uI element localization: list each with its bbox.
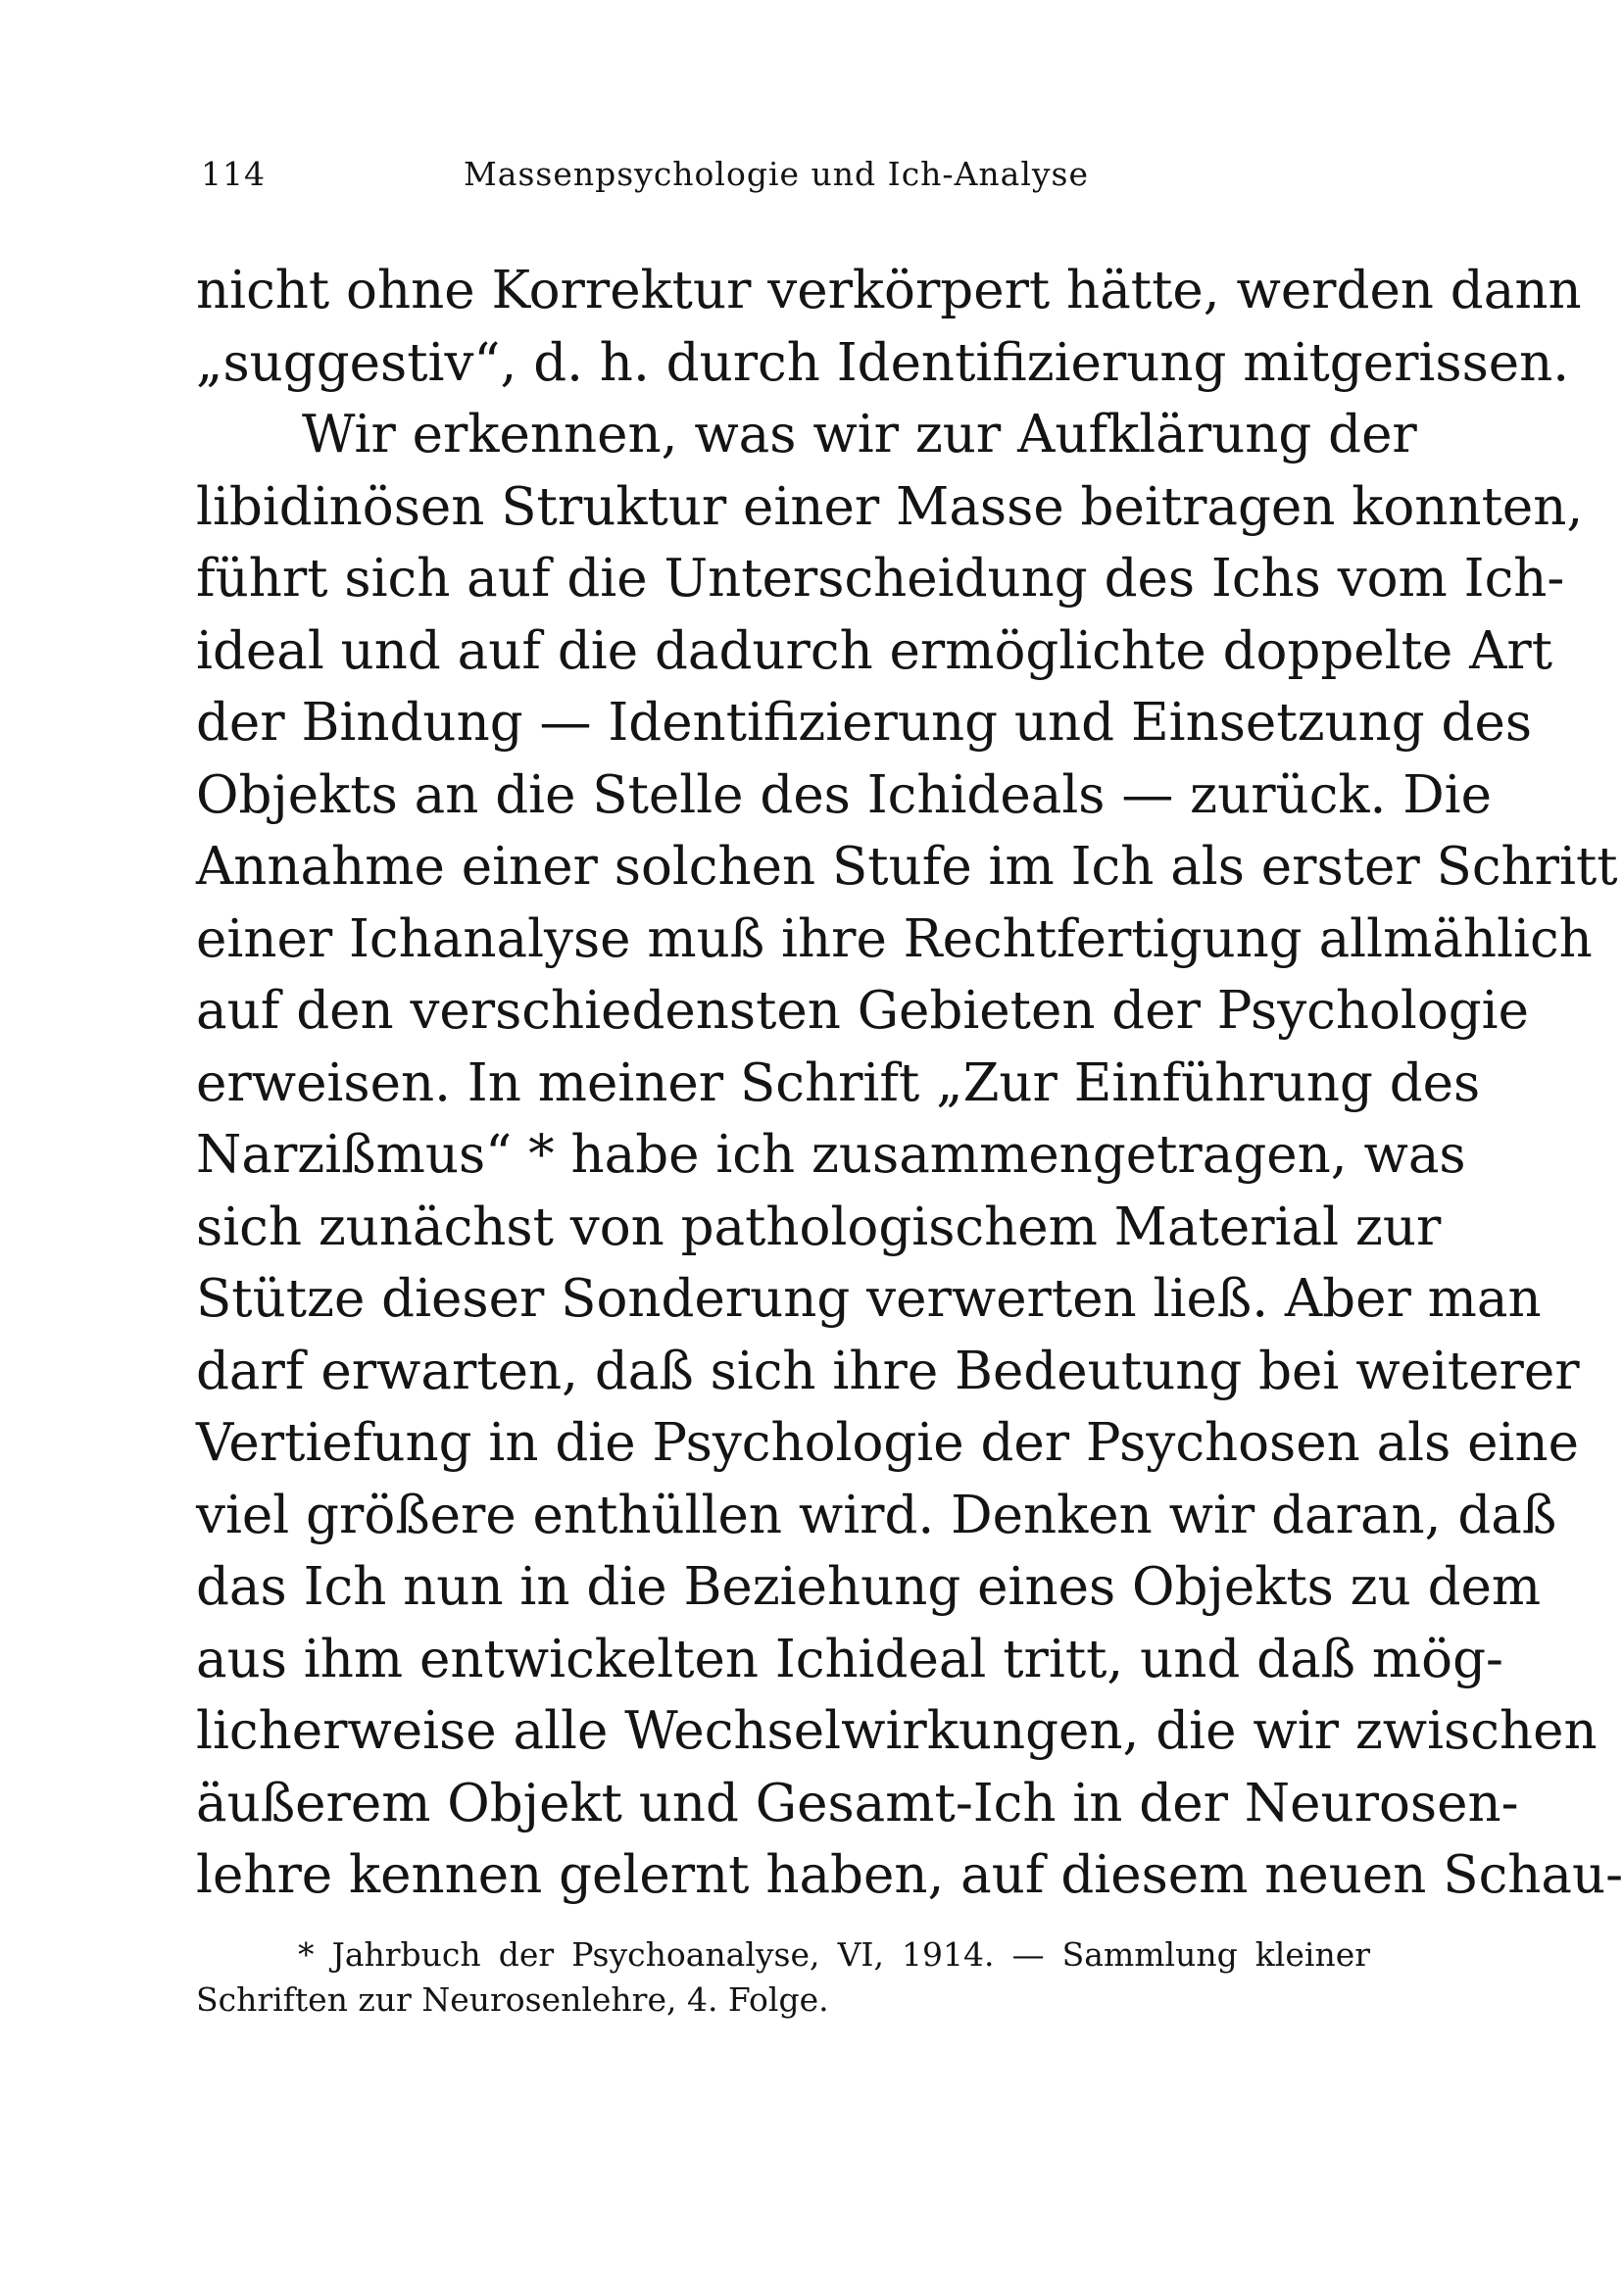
running-head: [201, 155, 1367, 204]
text-line: Objekts an die Stelle des Ichideals — zurück. Die: [196, 764, 1492, 825]
text-line: der Bindung — Identifizierung und Einsetzung des: [196, 693, 1533, 753]
text-line: führt sich auf die Unterscheidung des Ichs vom Ich-: [196, 549, 1565, 609]
footnote-line: * Jahrbuch der Psychoanalyse, VI, 1914. — Sammlung kleiner: [298, 1935, 1370, 1974]
text-line: erweisen. In meiner Schrift „Zur Einführung des: [196, 1052, 1481, 1113]
text-line: nicht ohne Korrektur verkörpert hätte, werden dann: [196, 261, 1582, 320]
text-line: einer Ichanalyse muß ihre Rechtfertigung allmählich: [196, 908, 1593, 969]
text-line: licherweise alle Wechselwirkungen, die wir zwischen: [196, 1701, 1598, 1761]
text-line: auf den verschiedensten Gebieten der Psychologie: [196, 981, 1529, 1041]
text-line: äußerem Objekt und Gesamt-Ich in der Neurosen-: [196, 1773, 1519, 1833]
running-title: Massenpsychologie und Ich-Analyse: [464, 155, 1090, 193]
text-line: das Ich nun in die Beziehung eines Objekts zu dem: [196, 1557, 1542, 1617]
text-line: Annahme einer solchen Stufe im Ich als erster Schritt: [196, 837, 1618, 897]
text-line: Narzißmus“ * habe ich zusammengetragen, was: [196, 1125, 1466, 1185]
footnote-line: Schriften zur Neurosenlehre, 4. Folge.: [196, 1980, 829, 2019]
text-line: Stütze dieser Sonderung verwerten ließ. Aber man: [196, 1269, 1542, 1329]
text-line: ideal und auf die dadurch ermöglichte doppelte Art: [196, 620, 1553, 681]
text-line: aus ihm entwickelten Ichideal tritt, und daß mög-: [196, 1629, 1503, 1689]
text-line: viel größere enthüllen wird. Denken wir daran, daß: [196, 1485, 1557, 1545]
body-text: [196, 255, 1623, 1912]
text-line: Vertiefung in die Psychologie der Psychosen als eine: [196, 1413, 1579, 1473]
text-line: libidinösen Struktur einer Masse beitragen konnten,: [196, 476, 1584, 537]
text-line: sich zunächst von pathologischem Material zur: [196, 1197, 1442, 1257]
text-line: „suggestiv“, d. h. durch Identifizierung mitgerissen.: [196, 332, 1570, 393]
text-line: lehre kennen gelernt haben, auf diesem neuen Schau-: [196, 1845, 1623, 1905]
text-line: darf erwarten, daß sich ihre Bedeutung bei weiterer: [196, 1341, 1580, 1401]
text-line: Wir erkennen, was wir zur Aufklärung der: [302, 405, 1417, 464]
footnote: [196, 1932, 1370, 2023]
page-number: 114: [201, 155, 266, 193]
